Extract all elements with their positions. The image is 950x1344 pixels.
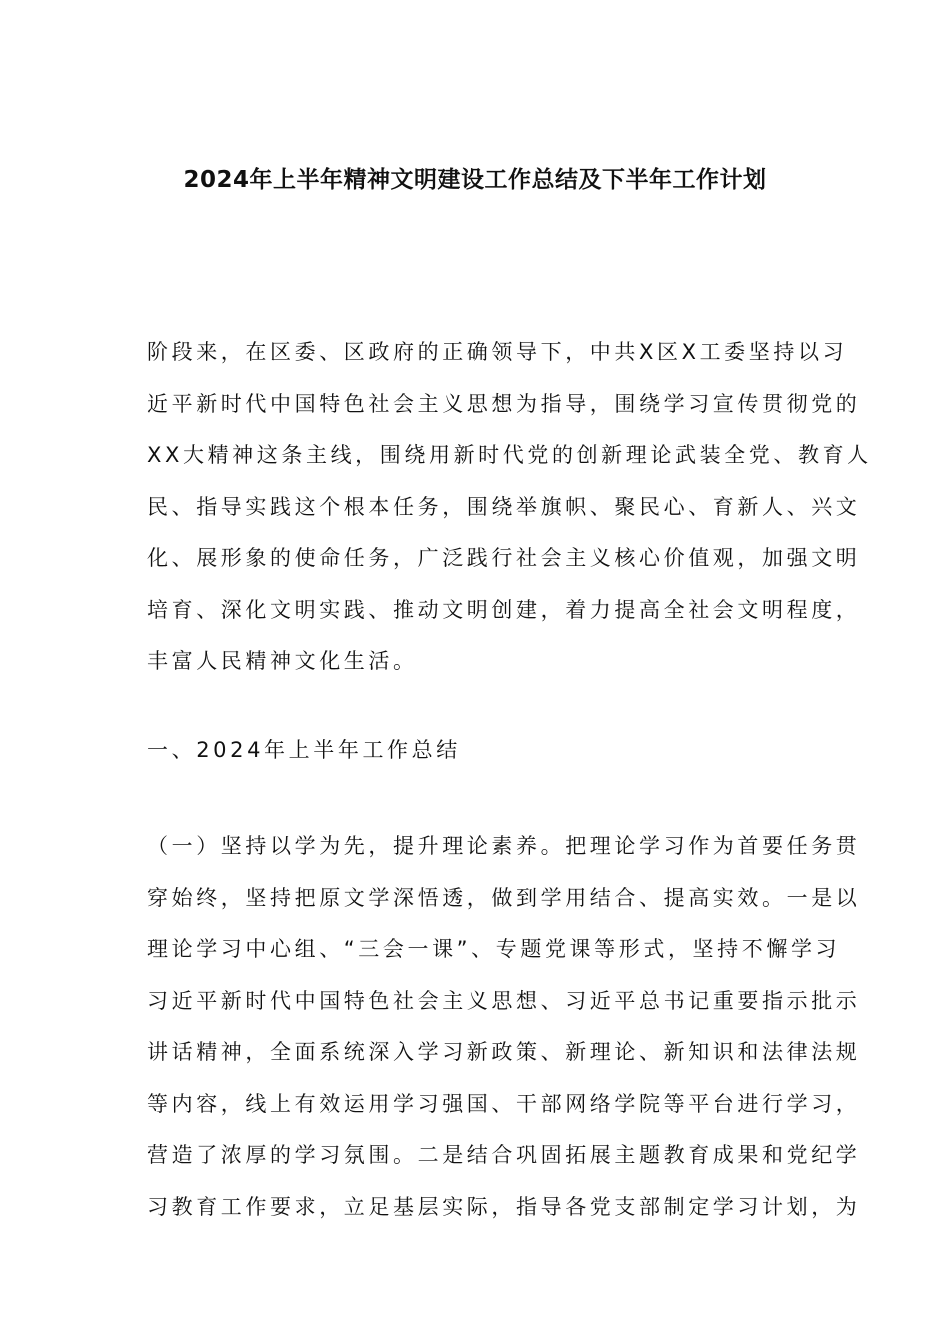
- document-title: 2024年上半年精神文明建设工作总结及下半年工作计划: [183, 167, 767, 193]
- paragraph-line: 化、展形象的使命任务，广泛践行社会主义核心价值观，加强文明: [147, 546, 861, 570]
- paragraph-line: 讲话精神，全面系统深入学习新政策、新理论、新知识和法律法规: [147, 1040, 861, 1064]
- paragraph-line: 近平新时代中国特色社会主义思想为指导，围绕学习宣传贯彻党的: [147, 391, 861, 416]
- paragraph-line: 理论学习中心组、“三会一课”、专题党课等形式，坚持不懈学习: [147, 937, 841, 961]
- section-heading-text: 一、2024年上半年工作总结: [147, 738, 461, 762]
- paragraph-line: 丰富人民精神文化生活。: [147, 649, 418, 673]
- paragraph-line: 习教育工作要求，立足基层实际，指导各党支部制定学习计划，为: [147, 1194, 861, 1219]
- paragraph-line: （一）坚持以学为先，提升理论素养。把理论学习作为首要任务贯: [147, 834, 861, 858]
- section-heading: [147, 725, 807, 777]
- paragraph-line: XX大精神这条主线，围绕用新时代党的创新理论武装全党、教育人: [147, 443, 872, 467]
- paragraph-line: 培育、深化文明实践、推动文明创建，着力提高全社会文明程度，: [147, 597, 861, 622]
- paragraph-line: 民、指导实践这个根本任务，围绕举旗帜、聚民心、育新人、兴文: [147, 494, 861, 519]
- paragraph-line: 营造了浓厚的学习氛围。二是结合巩固拓展主题教育成果和党纪学: [147, 1143, 861, 1167]
- paragraph-line: 阶段来，在区委、区政府的正确领导下，中共X区X工委坚持以习: [147, 340, 848, 364]
- paragraph-line: 穿始终，坚持把原文学深悟透，做到学用结合、提高实效。一是以: [147, 885, 861, 910]
- intro-paragraph: [147, 327, 872, 688]
- section-1-paragraph: [147, 821, 861, 1233]
- paragraph-line: 等内容，线上有效运用学习强国、干部网络学院等平台进行学习，: [147, 1091, 861, 1116]
- paragraph-line: 习近平新时代中国特色社会主义思想、习近平总书记重要指示批示: [147, 988, 861, 1013]
